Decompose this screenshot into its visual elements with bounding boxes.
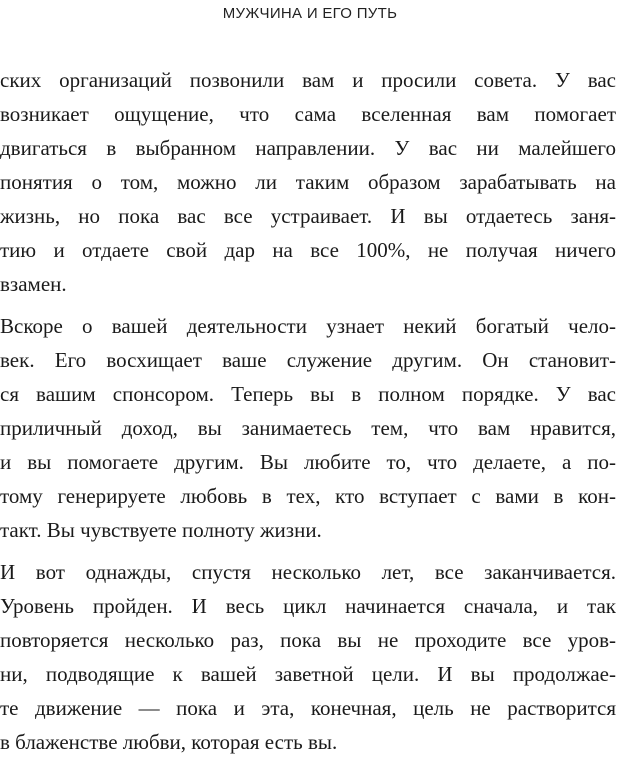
paragraph-3 [0, 555, 616, 759]
text-line: и вы помогаете другим. Вы любите то, что делаете, а по- [0, 450, 616, 474]
text-line: век. Его восхищает ваше служение другим. Он становит- [0, 348, 616, 372]
text-line: ся вашим спонсором. Теперь вы в полном порядке. У вас [0, 382, 616, 406]
text-line: тию и отдаете свой дар на все 100%, не получая ничего [0, 238, 616, 262]
text-line: те движение — пока и эта, конечная, цель не растворится [0, 696, 616, 720]
text-line: двигаться в выбранном направлении. У вас ни малейшего [0, 136, 616, 160]
text-line: взамен. [0, 272, 67, 296]
text-line: ни, подводящие к вашей заветной цели. И вы продолжае- [0, 662, 616, 686]
text-line: такт. Вы чувствуете полноту жизни. [0, 518, 322, 542]
paragraph-2 [0, 309, 616, 547]
text-line: приличный доход, вы занимаетесь тем, что вам нравится, [0, 416, 616, 440]
text-line: жизнь, но пока вас все устраивает. И вы отдаетесь заня- [0, 204, 616, 228]
text-line: ских организаций позвонили вам и просили совета. У вас [0, 68, 616, 92]
text-line: Уровень пройден. И весь цикл начинается сначала, и так [0, 594, 616, 618]
text-line: И вот однажды, спустя несколько лет, все заканчивается. [0, 560, 616, 584]
text-line: тому генерируете любовь в тех, кто вступает с вами в кон- [0, 484, 616, 508]
text-line: в блаженстве любви, которая есть вы. [0, 730, 338, 754]
running-header: МУЖЧИНА И ЕГО ПУТЬ [222, 5, 398, 22]
text-line: повторяется несколько раз, пока вы не проходите все уров- [0, 628, 616, 652]
paragraph-1 [0, 63, 616, 301]
text-line: понятия о том, можно ли таким образом зарабатывать на [0, 170, 616, 194]
text-line: Вскоре о вашей деятельности узнает некий богатый чело- [0, 314, 616, 338]
text-line: возникает ощущение, что сама вселенная вам помогает [0, 102, 616, 126]
